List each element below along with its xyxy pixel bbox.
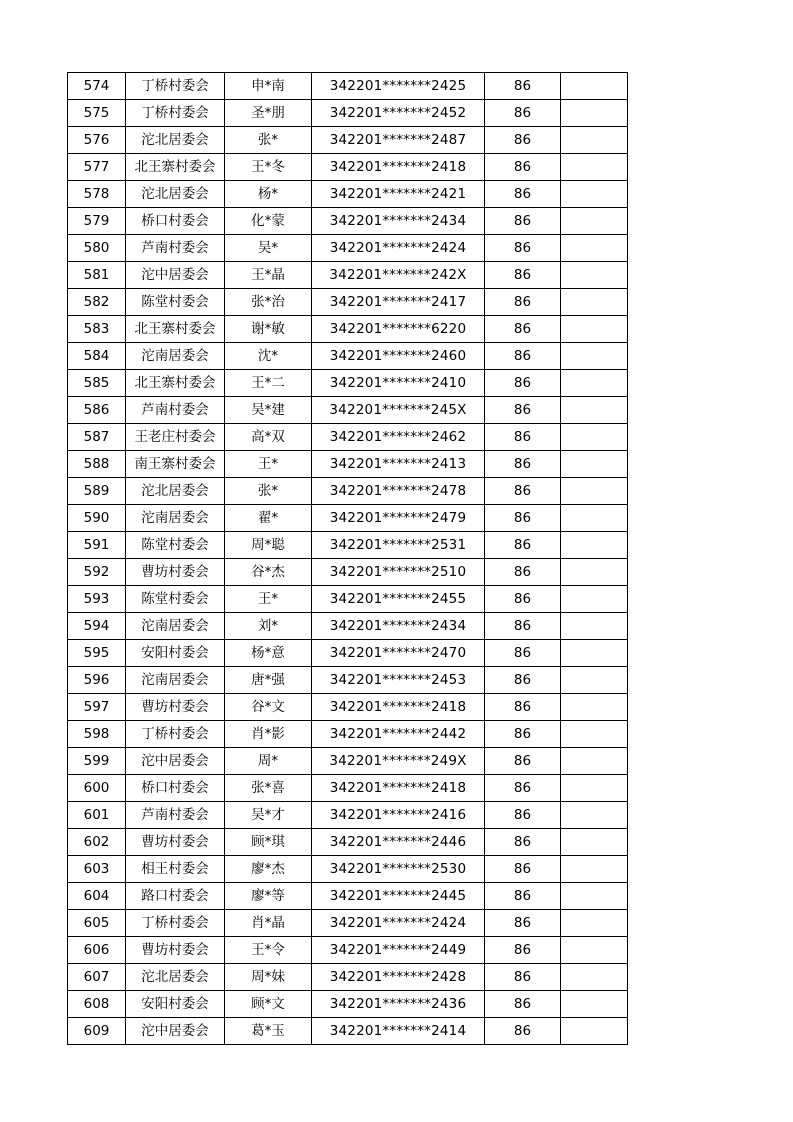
table-row (68, 127, 628, 154)
name-cell: 杨*意 (225, 640, 312, 667)
note-cell (561, 370, 628, 397)
note-cell (561, 883, 628, 910)
table-row (68, 937, 628, 964)
row-number-cell: 578 (68, 181, 126, 208)
unit-cell: 芦南村委会 (126, 397, 225, 424)
name-cell: 张*喜 (225, 775, 312, 802)
note-cell (561, 613, 628, 640)
row-number-cell: 604 (68, 883, 126, 910)
table-row (68, 613, 628, 640)
unit-cell: 芦南村委会 (126, 802, 225, 829)
id-number-cell: 342201*******2462 (312, 424, 485, 451)
row-number-cell: 576 (68, 127, 126, 154)
id-number-cell: 342201*******2410 (312, 370, 485, 397)
id-number-cell: 342201*******2470 (312, 640, 485, 667)
row-number-cell: 589 (68, 478, 126, 505)
id-number-cell: 342201*******2453 (312, 667, 485, 694)
unit-cell: 安阳村委会 (126, 640, 225, 667)
name-cell: 顾*琪 (225, 829, 312, 856)
note-cell (561, 937, 628, 964)
note-cell (561, 397, 628, 424)
id-number-cell: 342201*******2413 (312, 451, 485, 478)
unit-cell: 丁桥村委会 (126, 721, 225, 748)
id-number-cell: 342201*******2434 (312, 613, 485, 640)
amount-cell: 86 (485, 181, 561, 208)
records-table (67, 72, 628, 1045)
name-cell: 王*冬 (225, 154, 312, 181)
unit-cell: 丁桥村委会 (126, 100, 225, 127)
id-number-cell: 342201*******2445 (312, 883, 485, 910)
row-number-cell: 583 (68, 316, 126, 343)
row-number-cell: 580 (68, 235, 126, 262)
note-cell (561, 127, 628, 154)
unit-cell: 南王寨村委会 (126, 451, 225, 478)
amount-cell: 86 (485, 397, 561, 424)
row-number-cell: 592 (68, 559, 126, 586)
note-cell (561, 910, 628, 937)
note-cell (561, 424, 628, 451)
table-row (68, 316, 628, 343)
name-cell: 王* (225, 451, 312, 478)
amount-cell: 86 (485, 505, 561, 532)
name-cell: 肖*影 (225, 721, 312, 748)
note-cell (561, 1018, 628, 1045)
table-row (68, 208, 628, 235)
unit-cell: 曹坊村委会 (126, 937, 225, 964)
id-number-cell: 342201*******245X (312, 397, 485, 424)
row-number-cell: 607 (68, 964, 126, 991)
amount-cell: 86 (485, 100, 561, 127)
amount-cell: 86 (485, 748, 561, 775)
note-cell (561, 964, 628, 991)
name-cell: 谷*文 (225, 694, 312, 721)
amount-cell: 86 (485, 262, 561, 289)
name-cell: 王*晶 (225, 262, 312, 289)
id-number-cell: 342201*******2479 (312, 505, 485, 532)
name-cell: 张*治 (225, 289, 312, 316)
unit-cell: 沱北居委会 (126, 127, 225, 154)
table-row (68, 694, 628, 721)
row-number-cell: 602 (68, 829, 126, 856)
name-cell: 化*蒙 (225, 208, 312, 235)
note-cell (561, 802, 628, 829)
note-cell (561, 748, 628, 775)
row-number-cell: 597 (68, 694, 126, 721)
row-number-cell: 585 (68, 370, 126, 397)
table-row (68, 343, 628, 370)
note-cell (561, 667, 628, 694)
name-cell: 唐*强 (225, 667, 312, 694)
row-number-cell: 594 (68, 613, 126, 640)
unit-cell: 曹坊村委会 (126, 694, 225, 721)
name-cell: 沈* (225, 343, 312, 370)
amount-cell: 86 (485, 289, 561, 316)
table-row (68, 991, 628, 1018)
name-cell: 周*妹 (225, 964, 312, 991)
unit-cell: 曹坊村委会 (126, 829, 225, 856)
amount-cell: 86 (485, 451, 561, 478)
name-cell: 王*令 (225, 937, 312, 964)
id-number-cell: 342201*******2460 (312, 343, 485, 370)
table-row (68, 559, 628, 586)
unit-cell: 丁桥村委会 (126, 910, 225, 937)
id-number-cell: 342201*******2421 (312, 181, 485, 208)
id-number-cell: 342201*******2416 (312, 802, 485, 829)
amount-cell: 86 (485, 154, 561, 181)
row-number-cell: 590 (68, 505, 126, 532)
id-number-cell: 342201*******2436 (312, 991, 485, 1018)
row-number-cell: 587 (68, 424, 126, 451)
table-row (68, 451, 628, 478)
note-cell (561, 559, 628, 586)
name-cell: 王* (225, 586, 312, 613)
unit-cell: 路口村委会 (126, 883, 225, 910)
table-row (68, 883, 628, 910)
name-cell: 吴*才 (225, 802, 312, 829)
unit-cell: 芦南村委会 (126, 235, 225, 262)
id-number-cell: 342201*******2418 (312, 694, 485, 721)
name-cell: 廖*杰 (225, 856, 312, 883)
amount-cell: 86 (485, 127, 561, 154)
id-number-cell: 342201*******2531 (312, 532, 485, 559)
note-cell (561, 532, 628, 559)
note-cell (561, 640, 628, 667)
note-cell (561, 208, 628, 235)
note-cell (561, 73, 628, 100)
table-row (68, 640, 628, 667)
amount-cell: 86 (485, 235, 561, 262)
unit-cell: 北王寨村委会 (126, 370, 225, 397)
row-number-cell: 596 (68, 667, 126, 694)
name-cell: 张* (225, 127, 312, 154)
amount-cell: 86 (485, 316, 561, 343)
name-cell: 翟* (225, 505, 312, 532)
note-cell (561, 856, 628, 883)
row-number-cell: 577 (68, 154, 126, 181)
row-number-cell: 595 (68, 640, 126, 667)
id-number-cell: 342201*******2510 (312, 559, 485, 586)
note-cell (561, 991, 628, 1018)
id-number-cell: 342201*******2455 (312, 586, 485, 613)
table-row (68, 667, 628, 694)
name-cell: 谷*杰 (225, 559, 312, 586)
amount-cell: 86 (485, 964, 561, 991)
table-row (68, 829, 628, 856)
unit-cell: 陈堂村委会 (126, 289, 225, 316)
name-cell: 周*聪 (225, 532, 312, 559)
name-cell: 肖*晶 (225, 910, 312, 937)
amount-cell: 86 (485, 370, 561, 397)
table-row (68, 505, 628, 532)
note-cell (561, 100, 628, 127)
row-number-cell: 591 (68, 532, 126, 559)
id-number-cell: 342201*******249X (312, 748, 485, 775)
table-row (68, 370, 628, 397)
name-cell: 廖*等 (225, 883, 312, 910)
note-cell (561, 451, 628, 478)
unit-cell: 北王寨村委会 (126, 316, 225, 343)
table-row (68, 856, 628, 883)
table-row (68, 154, 628, 181)
amount-cell: 86 (485, 478, 561, 505)
row-number-cell: 599 (68, 748, 126, 775)
name-cell: 谢*敏 (225, 316, 312, 343)
table-row (68, 586, 628, 613)
table-row (68, 1018, 628, 1045)
amount-cell: 86 (485, 721, 561, 748)
row-number-cell: 601 (68, 802, 126, 829)
id-number-cell: 342201*******2425 (312, 73, 485, 100)
row-number-cell: 586 (68, 397, 126, 424)
row-number-cell: 603 (68, 856, 126, 883)
unit-cell: 沱南居委会 (126, 613, 225, 640)
name-cell: 杨* (225, 181, 312, 208)
id-number-cell: 342201*******2418 (312, 775, 485, 802)
unit-cell: 王老庄村委会 (126, 424, 225, 451)
unit-cell: 沱北居委会 (126, 181, 225, 208)
table-row (68, 748, 628, 775)
id-number-cell: 342201*******2414 (312, 1018, 485, 1045)
name-cell: 张* (225, 478, 312, 505)
unit-cell: 北王寨村委会 (126, 154, 225, 181)
unit-cell: 沱南居委会 (126, 343, 225, 370)
records-table-body (68, 73, 628, 1045)
unit-cell: 安阳村委会 (126, 991, 225, 1018)
amount-cell: 86 (485, 802, 561, 829)
table-row (68, 73, 628, 100)
row-number-cell: 579 (68, 208, 126, 235)
id-number-cell: 342201*******2428 (312, 964, 485, 991)
id-number-cell: 342201*******2530 (312, 856, 485, 883)
table-row (68, 235, 628, 262)
table-row (68, 802, 628, 829)
unit-cell: 沱北居委会 (126, 964, 225, 991)
amount-cell: 86 (485, 991, 561, 1018)
amount-cell: 86 (485, 73, 561, 100)
unit-cell: 沱北居委会 (126, 478, 225, 505)
note-cell (561, 721, 628, 748)
row-number-cell: 608 (68, 991, 126, 1018)
unit-cell: 陈堂村委会 (126, 532, 225, 559)
id-number-cell: 342201*******2452 (312, 100, 485, 127)
id-number-cell: 342201*******2418 (312, 154, 485, 181)
unit-cell: 沱中居委会 (126, 1018, 225, 1045)
unit-cell: 曹坊村委会 (126, 559, 225, 586)
id-number-cell: 342201*******2434 (312, 208, 485, 235)
table-row (68, 964, 628, 991)
unit-cell: 陈堂村委会 (126, 586, 225, 613)
amount-cell: 86 (485, 829, 561, 856)
name-cell: 周* (225, 748, 312, 775)
name-cell: 圣*朋 (225, 100, 312, 127)
row-number-cell: 605 (68, 910, 126, 937)
note-cell (561, 478, 628, 505)
row-number-cell: 575 (68, 100, 126, 127)
row-number-cell: 574 (68, 73, 126, 100)
row-number-cell: 582 (68, 289, 126, 316)
unit-cell: 丁桥村委会 (126, 73, 225, 100)
unit-cell: 沱中居委会 (126, 748, 225, 775)
unit-cell: 沱中居委会 (126, 262, 225, 289)
note-cell (561, 775, 628, 802)
amount-cell: 86 (485, 856, 561, 883)
amount-cell: 86 (485, 667, 561, 694)
table-row (68, 775, 628, 802)
name-cell: 王*二 (225, 370, 312, 397)
note-cell (561, 235, 628, 262)
name-cell: 刘* (225, 613, 312, 640)
table-row (68, 478, 628, 505)
id-number-cell: 342201*******2442 (312, 721, 485, 748)
id-number-cell: 342201*******2446 (312, 829, 485, 856)
name-cell: 吴*建 (225, 397, 312, 424)
name-cell: 吴* (225, 235, 312, 262)
amount-cell: 86 (485, 532, 561, 559)
name-cell: 葛*玉 (225, 1018, 312, 1045)
id-number-cell: 342201*******2424 (312, 235, 485, 262)
amount-cell: 86 (485, 424, 561, 451)
note-cell (561, 829, 628, 856)
table-row (68, 910, 628, 937)
unit-cell: 相王村委会 (126, 856, 225, 883)
unit-cell: 桥口村委会 (126, 208, 225, 235)
note-cell (561, 316, 628, 343)
row-number-cell: 581 (68, 262, 126, 289)
amount-cell: 86 (485, 1018, 561, 1045)
table-row (68, 262, 628, 289)
row-number-cell: 588 (68, 451, 126, 478)
id-number-cell: 342201*******2487 (312, 127, 485, 154)
amount-cell: 86 (485, 910, 561, 937)
row-number-cell: 593 (68, 586, 126, 613)
amount-cell: 86 (485, 208, 561, 235)
note-cell (561, 505, 628, 532)
amount-cell: 86 (485, 343, 561, 370)
row-number-cell: 584 (68, 343, 126, 370)
unit-cell: 沱南居委会 (126, 505, 225, 532)
amount-cell: 86 (485, 883, 561, 910)
row-number-cell: 606 (68, 937, 126, 964)
table-row (68, 100, 628, 127)
amount-cell: 86 (485, 775, 561, 802)
amount-cell: 86 (485, 586, 561, 613)
table-row (68, 289, 628, 316)
name-cell: 高*双 (225, 424, 312, 451)
unit-cell: 桥口村委会 (126, 775, 225, 802)
amount-cell: 86 (485, 559, 561, 586)
name-cell: 申*南 (225, 73, 312, 100)
note-cell (561, 289, 628, 316)
name-cell: 顾*文 (225, 991, 312, 1018)
row-number-cell: 600 (68, 775, 126, 802)
note-cell (561, 154, 628, 181)
id-number-cell: 342201*******2449 (312, 937, 485, 964)
table-row (68, 721, 628, 748)
note-cell (561, 181, 628, 208)
unit-cell: 沱南居委会 (126, 667, 225, 694)
amount-cell: 86 (485, 694, 561, 721)
note-cell (561, 586, 628, 613)
id-number-cell: 342201*******242X (312, 262, 485, 289)
table-row (68, 181, 628, 208)
note-cell (561, 694, 628, 721)
id-number-cell: 342201*******6220 (312, 316, 485, 343)
table-row (68, 397, 628, 424)
id-number-cell: 342201*******2424 (312, 910, 485, 937)
note-cell (561, 262, 628, 289)
row-number-cell: 598 (68, 721, 126, 748)
amount-cell: 86 (485, 640, 561, 667)
table-row (68, 532, 628, 559)
row-number-cell: 609 (68, 1018, 126, 1045)
table-row (68, 424, 628, 451)
id-number-cell: 342201*******2417 (312, 289, 485, 316)
amount-cell: 86 (485, 937, 561, 964)
note-cell (561, 343, 628, 370)
id-number-cell: 342201*******2478 (312, 478, 485, 505)
amount-cell: 86 (485, 613, 561, 640)
